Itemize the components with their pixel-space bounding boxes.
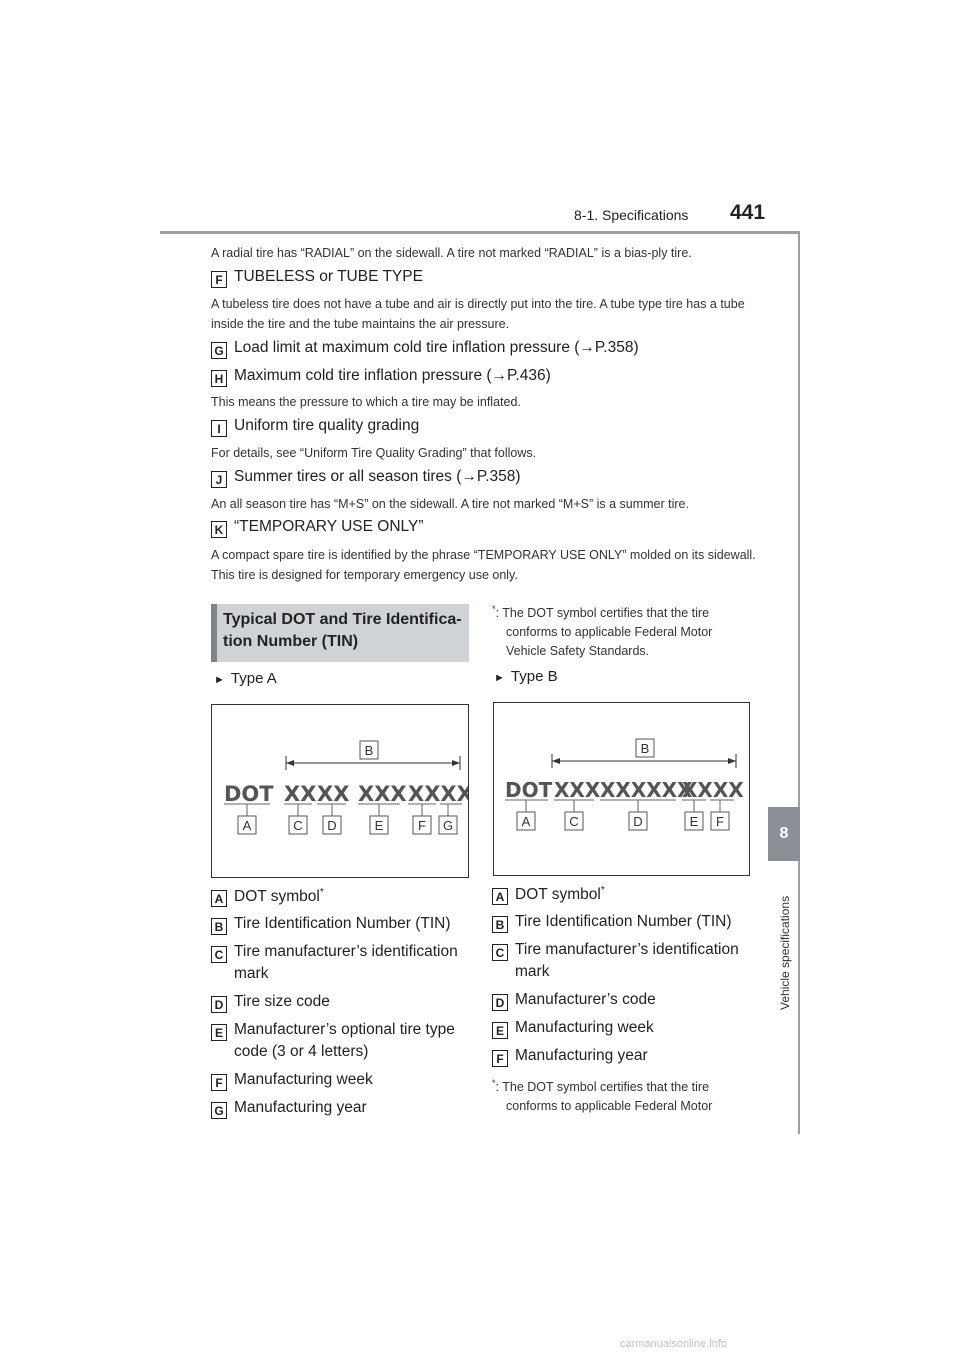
legend-text: Manufacturer’s optional tire type (234, 1021, 455, 1038)
chapter-tab[interactable]: 8 (768, 807, 800, 861)
type-b-heading: ► Type B (494, 668, 558, 685)
legend-badge: E (492, 1022, 508, 1039)
legend-text: code (3 or 4 letters) (234, 1043, 369, 1060)
legend-text: Manufacturing year (234, 1099, 367, 1116)
item-label: Load limit at maximum cold tire inflation pressure (→P.358) (234, 339, 639, 356)
legend-badge: E (211, 1024, 227, 1041)
legend-text: Tire Identification Number (TIN) (234, 915, 451, 932)
legend-badge: A (211, 890, 227, 907)
legend-text: DOT symbol* (234, 887, 324, 906)
group-dot: DOT (224, 782, 274, 806)
badge-h: H (211, 370, 227, 387)
legend-text: mark (234, 965, 269, 982)
legend-text: Tire size code (234, 993, 330, 1010)
intro-text: A radial tire has “RADIAL” on the sidewall. A tire not marked “RADIAL” is a bias-ply tire. (211, 246, 692, 260)
legend-badge: C (492, 944, 508, 961)
legend-badge: G (211, 1102, 227, 1119)
span-label: B (364, 743, 374, 758)
type-b-diagram (493, 702, 750, 876)
item-description: An all season tire has “M+S” on the sidewall. A tire not marked “M+S” is a summer tire. (211, 497, 689, 511)
letter-label: E (374, 818, 384, 833)
legend-badge: D (211, 996, 227, 1013)
item-label: Uniform tire quality grading (234, 417, 420, 434)
group-dot: DOT (505, 778, 553, 802)
letter-label: E (689, 814, 699, 829)
triangle-bullet-icon: ► (214, 674, 225, 686)
letter-label: C (569, 814, 579, 829)
group-c: XXX (554, 778, 601, 802)
item-label: TUBELESS or TUBE TYPE (234, 268, 423, 285)
chapter-label: Vehicle specifications (778, 895, 792, 1010)
badge-i: I (211, 420, 227, 437)
page-number: 441 (730, 201, 766, 224)
legend-badge: B (211, 918, 227, 935)
letter-label: F (418, 818, 426, 833)
section-heading: Typical DOT and Tire Identifica- tion Number (TIN) (211, 604, 469, 662)
legend-text: Tire manufacturer’s identification (234, 943, 458, 960)
section-title: 8-1. Specifications (574, 207, 689, 223)
legend-badge: B (492, 916, 508, 933)
group-d: XX (317, 782, 350, 806)
group-e: XXX (358, 782, 407, 806)
item-description: A tubeless tire does not have a tube and air is directly put into the tire. A tube type tire has a tube inside the tire and the tube maintains the air pressure. (211, 297, 745, 331)
legend-text: Tire Identification Number (TIN) (515, 913, 732, 930)
legend-badge: F (211, 1074, 227, 1091)
legend-text: Manufacturing week (234, 1071, 373, 1088)
letter-label: G (442, 818, 454, 833)
item-description: For details, see “Uniform Tire Quality Grading” that follows. (211, 446, 537, 460)
type-a-diagram (211, 704, 469, 878)
group-ef: XXXX (682, 778, 744, 802)
badge-j: J (211, 471, 227, 488)
letter-label: A (242, 818, 252, 833)
group-fg: XXXX (408, 782, 468, 806)
letter-label: F (716, 814, 724, 829)
type-a-heading: ► Type A (214, 670, 277, 687)
letter-label: A (521, 814, 531, 829)
item-description: A compact spare tire is identified by the phrase “TEMPORARY USE ONLY” molded on its sidewall. This tire is designed for temporary emergency use only. (211, 548, 756, 582)
legend-badge: A (492, 888, 508, 905)
item-label: Summer tires or all season tires (→P.358) (234, 468, 521, 485)
span-label: B (640, 741, 650, 756)
header-rule (160, 231, 800, 234)
badge-f: F (211, 271, 227, 288)
letter-label: D (327, 818, 337, 833)
item-description: This means the pressure to which a tire may be inflated. (211, 395, 521, 409)
group-c: XX (284, 782, 317, 806)
group-d: XXXXXX (600, 778, 693, 802)
legend-badge: F (492, 1050, 508, 1067)
badge-k: K (211, 521, 227, 538)
legend-text: Tire manufacturer’s identification (515, 941, 739, 958)
side-rule (798, 234, 800, 1134)
legend-badge: D (492, 994, 508, 1011)
triangle-bullet-icon: ► (494, 672, 505, 684)
item-label: Maximum cold tire inflation pressure (→P.436) (234, 367, 551, 384)
legend-text: Manufacturing year (515, 1047, 648, 1064)
footnote-top: *: The DOT symbol certifies that the tire conforms to applicable Federal Motor Vehicle Safety Standards. (492, 604, 713, 659)
watermark: carmanualsonline.info (620, 1338, 728, 1350)
legend-text: Manufacturing week (515, 1019, 654, 1036)
legend-text: DOT symbol* (515, 885, 605, 904)
footnote-bottom: *: The DOT symbol certifies that the tire conforms to applicable Federal Motor (492, 1078, 713, 1114)
letter-label: C (293, 818, 303, 833)
legend-badge: C (211, 946, 227, 963)
legend-text: Manufacturer’s code (515, 991, 656, 1008)
item-label: “TEMPORARY USE ONLY” (234, 518, 424, 535)
badge-g: G (211, 342, 227, 359)
letter-label: D (633, 814, 643, 829)
legend-text: mark (515, 963, 550, 980)
